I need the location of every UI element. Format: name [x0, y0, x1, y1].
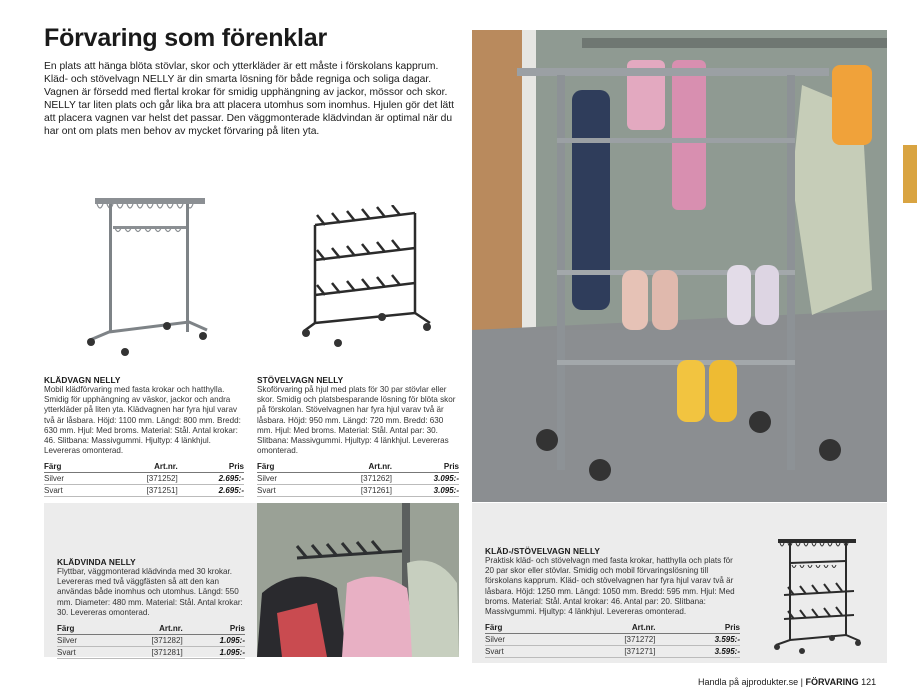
page-number: 121	[861, 677, 877, 687]
product-description: Praktisk kläd- och stövelvagn med fasta krokar, hatthylla och plats för 20 par skor eller stövlar. Smidig och mobil förvaringslösning till förskolans kapprum. Kläd- och stövelvagnen har fyra hjul varav två är låsbara. Höjd: 1250 mm. Längd: 1050 mm. Bredd: 595 mm. Hjul: Med broms. Material: Stål. Antal krokar: 46. Antal par: 20. Slitbana: Massivgummi. Hjultyp: 4 länkhjul. Levereras omonterad.	[485, 556, 735, 617]
col-color: Färg	[257, 461, 310, 473]
product-name: STÖVELVAGN NELLY	[257, 375, 344, 385]
kladvinda-photo	[257, 503, 459, 657]
footer-separator: |	[800, 677, 803, 687]
col-price: Pris	[655, 622, 740, 634]
product-kladvagn	[44, 375, 244, 497]
product-description: Skoförvaring på hjul med plats för 30 par stövlar eller skor. Smidig och platsbesparande lösning för blöta skor på förskolan. Stövelvagnen har fyra hjul varav två är låsbara. Höjd: 950 mm. Längd: 720 mm. Bredd: 630 mm. Hjul: Med broms. Material: Stål. Antal par: 30. Slitbana: Massivgummi. Hjultyp: 4 länkhjul. Levereras omonterad.	[257, 385, 456, 456]
price-table	[257, 461, 459, 497]
price-table	[485, 622, 740, 658]
product-name: KLÄDVAGN NELLY	[44, 375, 121, 385]
table-row: Svart [371271] 3.595:-	[485, 647, 740, 657]
product-stovelvagn	[257, 375, 459, 497]
col-color: Färg	[57, 623, 106, 635]
col-price: Pris	[183, 623, 245, 635]
footer	[698, 677, 876, 687]
intro-text: En plats att hänga blöta stövlar, skor och ytterkläder är ett måste i förskolans kapprum. Kläd- och stövelvagn NELLY är din smarta lösning för både regniga och soliga dagar. Vagnen är försedd med flertal krokar för smidig upphängning av jackor, mössor och skor. NELLY tar liten plats och går lika bra att placera utomhus som inomhus. Hjulen gör det lätt att placera vagnen var helst det passar. Den väggmonterade klädvindan är optimal när du har ont om plats men behov av mycket förvaring på liten yta.	[44, 61, 454, 137]
col-artnr: Art.nr.	[552, 622, 656, 634]
table-row: Svart [371281] 1.095:-	[57, 648, 245, 658]
product-description: Flyttbar, väggmonterad klädvinda med 30 krokar. Levereras med två väggfästen så att den kan användas både inomhus och utomhus. Längd: 550 mm. Diameter: 480 mm. Material: Stål. Antal krokar: 30. Levereras omonterad.	[57, 567, 243, 617]
footer-site: Handla på ajprodukter.se	[698, 677, 799, 687]
price-table	[44, 461, 244, 497]
col-color: Färg	[44, 461, 96, 473]
page-title: Förvaring som förenklar	[44, 24, 327, 52]
hero-photo	[472, 30, 887, 502]
table-row: Svart [371251] 2.695:-	[44, 486, 244, 496]
col-artnr: Art.nr.	[310, 461, 392, 473]
table-row: Silver [371282] 1.095:-	[57, 636, 245, 646]
col-artnr: Art.nr.	[96, 461, 177, 473]
product-description: Mobil klädförvaring med fasta krokar och hatthylla. Smidig för upphängning av väskor, jackor och andra ytterkläder på liten yta. Klädvagnen har fyra hjul varav två är låsbara. Höjd: 1100 mm. Längd: 800 mm. Bredd: 630 mm. Hjul: Med broms. Material: Stål. Antal krokar: 46. Slitbana: Massivgummi. Hjultyp: 4 länkhjul. Levereras omonterad.	[44, 385, 241, 456]
footer-section: FÖRVARING	[805, 677, 859, 687]
product-kladstovelvagn	[485, 546, 740, 658]
stovelvagn-image	[300, 205, 435, 350]
col-artnr: Art.nr.	[106, 623, 183, 635]
product-name: KLÄD-/STÖVELVAGN NELLY	[485, 546, 600, 556]
product-kladvinda	[57, 557, 245, 659]
col-price: Pris	[392, 461, 459, 473]
col-price: Pris	[178, 461, 244, 473]
table-row: Silver [371262] 3.095:-	[257, 474, 459, 484]
product-name: KLÄDVINDA NELLY	[57, 557, 136, 567]
kladstovelvagn-image	[770, 535, 865, 655]
table-row: Svart [371261] 3.095:-	[257, 486, 459, 496]
table-row: Silver [371252] 2.695:-	[44, 474, 244, 484]
col-color: Färg	[485, 622, 552, 634]
hero-photo-illustration	[472, 30, 887, 502]
section-tab	[903, 145, 917, 203]
table-row: Silver [371272] 3.595:-	[485, 635, 740, 645]
kladvagn-image	[85, 190, 210, 360]
price-table	[57, 623, 245, 659]
